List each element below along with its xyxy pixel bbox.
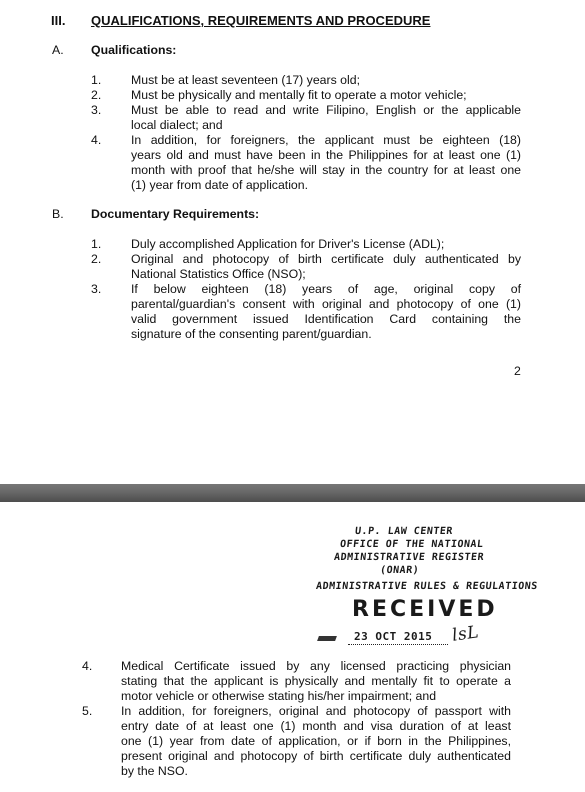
list-item-line: one (1) year from date of application, or if born in the Philippines, xyxy=(121,734,511,748)
list-number: 2. xyxy=(91,252,102,266)
list-item-line: (1) year from date of application. xyxy=(131,178,309,192)
list-number: 3. xyxy=(91,103,102,117)
list-item-line: Must be at least seventeen (17) years old; xyxy=(131,73,360,87)
list-item-line: local dialect; and xyxy=(131,118,223,132)
list-item-line: years old and must have been in the Philippines for at least one (1) xyxy=(131,148,521,162)
stamp-line: U.P. LAW CENTER xyxy=(354,526,454,537)
list-number: 1. xyxy=(91,237,102,251)
list-item-line: In addition, for foreigners, original and photocopy of passport with xyxy=(121,704,511,718)
subsection-b-title: Documentary Requirements: xyxy=(91,207,260,221)
list-item-line: Must be able to read and write Filipino, English or the applicable xyxy=(131,103,521,117)
subsection-a-title: Qualifications: xyxy=(91,43,177,57)
list-item-line: National Statistics Office (NSO); xyxy=(131,267,306,281)
list-number: 5. xyxy=(82,704,93,718)
list-number: 2. xyxy=(91,88,102,102)
subsection-b-letter: B. xyxy=(52,207,64,221)
list-item-line: In addition, for foreigners, the applicant must be eighteen (18) xyxy=(131,133,521,147)
subsection-a-letter: A. xyxy=(52,43,64,57)
list-item-line: valid government issued Identification Card containing the xyxy=(131,312,521,326)
page-number: 2 xyxy=(514,364,521,378)
list-item-line: month with proof that he/she will stay in the country for at least one xyxy=(131,163,521,177)
list-number: 3. xyxy=(91,282,102,296)
stamp-received: RECEIVED xyxy=(352,597,498,622)
list-item-line: by the NSO. xyxy=(121,764,188,778)
stamp-line: ADMINISTRATIVE RULES & REGULATIONS xyxy=(315,581,539,592)
list-item-line: If below eighteen (18) years of age, original copy of xyxy=(131,282,521,296)
signature-initials: lsL xyxy=(450,622,481,646)
list-item-line: Duly accomplished Application for Driver's License (ADL); xyxy=(131,237,445,251)
page-divider xyxy=(0,484,585,502)
list-number: 1. xyxy=(91,73,102,87)
list-item-line: stating that the applicant is physically and mentally fit to operate a xyxy=(121,674,511,688)
stamp-line: ADMINISTRATIVE REGISTER xyxy=(333,552,485,563)
list-item-line: signature of the consenting parent/guardian. xyxy=(131,327,372,341)
document-page-2 xyxy=(0,502,585,792)
section-number: III. xyxy=(51,13,66,28)
stamp-line: (ONAR) xyxy=(379,565,420,576)
list-number: 4. xyxy=(91,133,102,147)
stamp-date-line xyxy=(348,644,448,645)
list-item-line: Medical Certificate issued by any licensed practicing physician xyxy=(121,659,511,673)
section-title: QUALIFICATIONS, REQUIREMENTS AND PROCEDURE xyxy=(91,13,431,28)
stamp-date: 23 OCT 2015 xyxy=(354,630,433,643)
stamp-line: OFFICE OF THE NATIONAL xyxy=(339,539,485,550)
list-number: 4. xyxy=(82,659,93,673)
stamp-mark xyxy=(317,636,337,641)
list-item-line: Must be physically and mentally fit to operate a motor vehicle; xyxy=(131,88,467,102)
list-item-line: present original and photocopy of birth certificate duly authenticated xyxy=(121,749,511,763)
list-item-line: motor vehicle or otherwise stating his/her impairment; and xyxy=(121,689,437,703)
list-item-line: parental/guardian's consent with original and photocopy of one (1) xyxy=(131,297,521,311)
list-item-line: Original and photocopy of birth certificate duly authenticated by xyxy=(131,252,521,266)
list-item-line: entry date of at least one (1) month and visa duration of at least xyxy=(121,719,511,733)
